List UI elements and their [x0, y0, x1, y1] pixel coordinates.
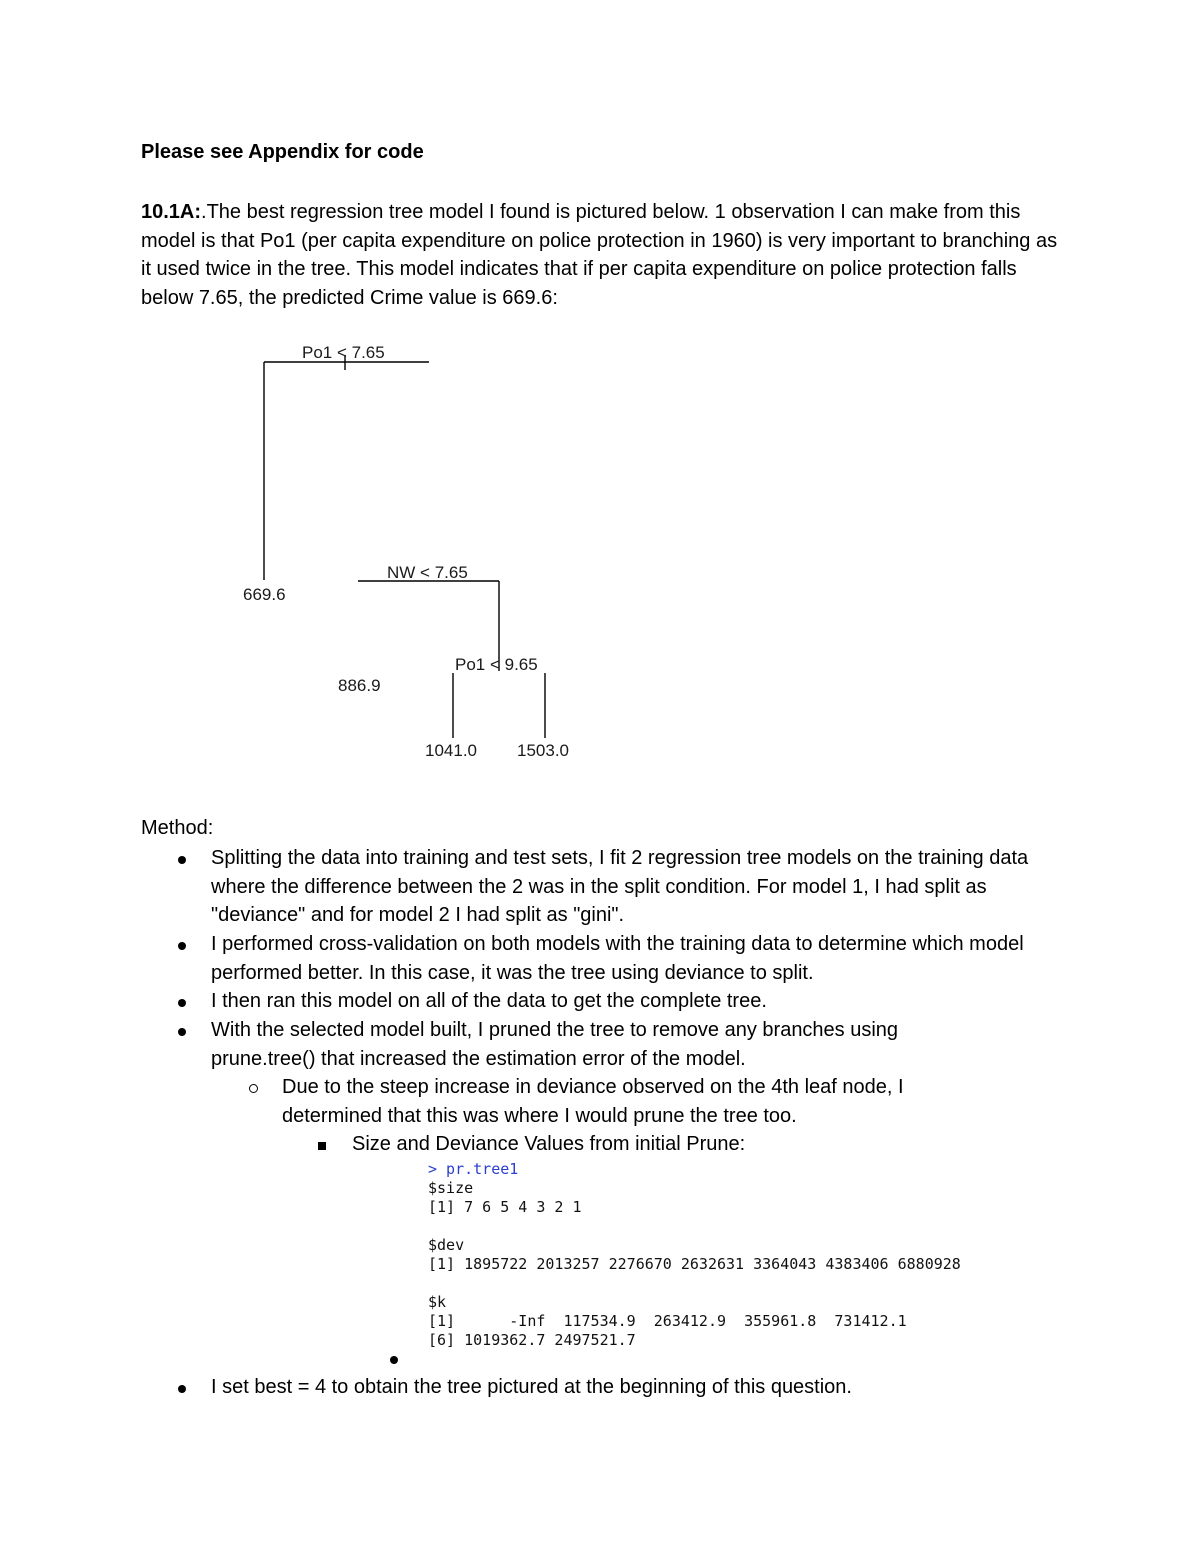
leaf-886: 886.9	[338, 676, 381, 695]
appendix-note: Please see Appendix for code	[141, 141, 424, 163]
bullet-icon	[178, 930, 186, 959]
leaf-1041: 1041.0	[425, 741, 477, 760]
r-console-output	[428, 1160, 961, 1350]
method-sub-sub-item: Size and Deviance Values from initial Prune:	[352, 1133, 746, 1155]
console-line: [1] 7 6 5 4 3 2 1	[428, 1198, 582, 1216]
square-bullet-icon	[318, 1130, 326, 1159]
console-line: [1] 1895722 2013257 2276670 2632631 3364043 4383406 6880928	[428, 1255, 961, 1273]
po1-split-label: Po1 < 9.65	[455, 655, 538, 674]
nw-split-label: NW < 7.65	[387, 563, 468, 582]
leaf-669: 669.6	[243, 585, 286, 604]
regression-tree-diagram	[0, 330, 700, 770]
method-item-2: I performed cross-validation on both models with the training data to determine which model performed better. In this case, it was the tree using deviance to split.	[211, 933, 1024, 984]
bullet-icon	[178, 1016, 186, 1045]
question-label: 10.1A:	[141, 201, 202, 223]
root-split-label: Po1 < 7.65	[302, 343, 385, 362]
bullet-icon	[178, 1373, 186, 1402]
leaf-1503: 1503.0	[517, 741, 569, 760]
console-line: $size	[428, 1179, 474, 1197]
method-item-4: With the selected model built, I pruned the tree to remove any branches using prune.tree() that increased the estimation error of the model.	[211, 1019, 899, 1070]
console-line: [1] -Inf 117534.9 263412.9 355961.8 731412.1	[428, 1312, 907, 1330]
method-label: Method:	[141, 817, 214, 839]
intro-paragraph	[141, 198, 1066, 312]
bullet-icon	[390, 1344, 398, 1373]
hollow-bullet-icon	[249, 1073, 258, 1102]
console-prompt: > pr.tree1	[428, 1160, 519, 1178]
bullet-icon	[178, 844, 186, 873]
method-sub-item: Due to the steep increase in deviance observed on the 4th leaf node, I determined that this was where I would prune the tree too.	[282, 1076, 904, 1127]
method-item-1: Splitting the data into training and test sets, I fit 2 regression tree models on the training data where the difference between the 2 was in the split condition. For model 1, I had split as "deviance" and for model 2 I had split as "gini".	[211, 847, 1029, 926]
console-line: [6] 1019362.7 2497521.7	[428, 1331, 636, 1349]
bullet-icon	[178, 987, 186, 1016]
intro-text: .The best regression tree model I found is pictured below. 1 observation I can make from this model is that Po1 (per capita expenditure on police protection in 1960) is very important to branching as it used twice in the tree. This model indicates that if per capita expenditure on police protection falls below 7.65, the predicted Crime value is 669.6:	[141, 201, 1058, 309]
console-line: $dev	[428, 1236, 465, 1254]
method-final-item: I set best = 4 to obtain the tree pictured at the beginning of this question.	[211, 1376, 852, 1398]
method-item-3: I then ran this model on all of the data to get the complete tree.	[211, 990, 767, 1012]
console-line: $k	[428, 1293, 447, 1311]
